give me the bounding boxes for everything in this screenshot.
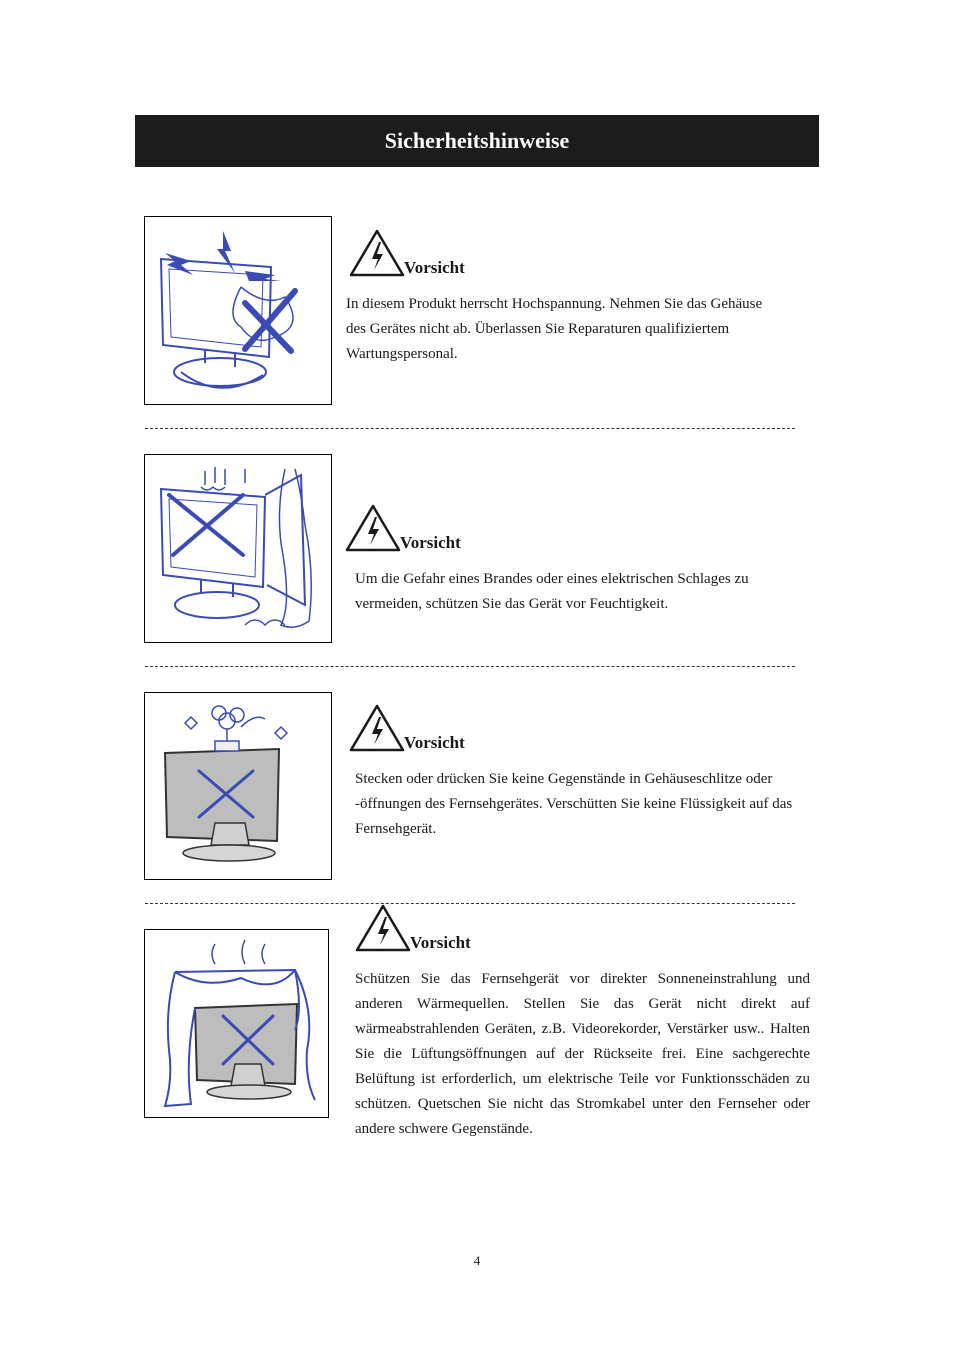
illustration-high-voltage [144, 216, 332, 405]
caution-label: Vorsicht [400, 533, 461, 552]
caution-heading-1 [348, 228, 465, 278]
warning-triangle-icon [344, 503, 402, 553]
warning-text-1: In diesem Produkt herrscht Hochspannung. Nehmen Sie das Gehäuse des Gerätes nicht ab. Überlassen Sie Reparaturen qualifiziertem Wartungspersonal. [346, 296, 763, 362]
warning-text-4: Schützen Sie das Fernsehgerät vor direkter Sonneneinstrahlung und anderen Wärmequellen. Stellen Sie das Gerät nicht direkt auf wärmeabstrahlenden Geräten, z.B. Videorekorder, Verstärker usw.. Halten Sie die Lüftungsöffnungen auf der Rückseite frei. Eine sachgerechte Belüftung ist erforderlich, um elektrische Teile vor Funktionsschäden zu schützen. Quetschen Sie nicht das Stromkabel unter den Fernseher oder andere schwere Gegenstände. [355, 971, 810, 1137]
page-title: Sicherheitshinweise [384, 128, 570, 153]
illustration-moisture [144, 454, 332, 643]
caution-heading-3 [348, 703, 465, 753]
warning-text-3: Stecken oder drücken Sie keine Gegenstände in Gehäuseschlitze oder -öffnungen des Fernsehgerätes. Verschütten Sie keine Flüssigkeit auf das Fernsehgerät. [355, 771, 793, 837]
page-number: 4 [473, 1253, 481, 1268]
caution-heading-2 [344, 503, 461, 553]
illustration-objects-liquids [144, 692, 332, 880]
warning-triangle-icon [348, 703, 406, 753]
caution-label: Vorsicht [404, 258, 465, 277]
section-divider [145, 428, 795, 429]
warning-triangle-icon [354, 903, 412, 953]
caution-label: Vorsicht [410, 933, 471, 952]
caution-label: Vorsicht [404, 733, 465, 752]
warning-text-2: Um die Gefahr eines Brandes oder eines elektrischen Schlages zu vermeiden, schützen Sie das Gerät vor Feuchtigkeit. [355, 571, 749, 612]
warning-triangle-icon [348, 228, 406, 278]
section-header [135, 115, 819, 167]
illustration-heat-ventilation [144, 929, 329, 1118]
section-divider [145, 666, 795, 667]
caution-heading-4 [354, 903, 471, 953]
